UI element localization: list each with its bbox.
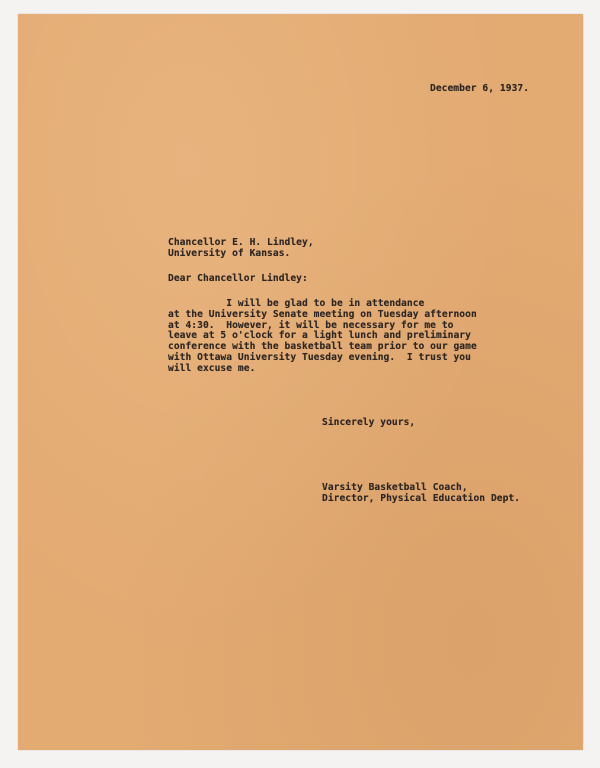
letter-page xyxy=(18,14,583,750)
body-line: conference with the basketball team prior to our game xyxy=(168,341,477,353)
letter-date: December 6, 1937. xyxy=(430,83,530,94)
salutation: Dear Chancellor Lindley: xyxy=(168,273,308,284)
recipient-line: University of Kansas. xyxy=(168,247,291,259)
recipient-address xyxy=(168,238,314,259)
signature-line: Varsity Basketball Coach, xyxy=(322,482,468,493)
letter-body xyxy=(168,299,477,375)
signature-line: Director, Physical Education Dept. xyxy=(322,492,521,504)
body-line: leave at 5 o'clock for a light lunch and preliminary xyxy=(168,330,471,342)
closing: Sincerely yours, xyxy=(322,417,416,428)
signature-block xyxy=(322,483,520,504)
body-line: with Ottawa University Tuesday evening. I trust you xyxy=(168,352,471,364)
recipient-line: Chancellor E. H. Lindley, xyxy=(168,237,314,248)
body-line: will excuse me. xyxy=(168,362,256,374)
body-line: at 4:30. However, it will be necessary for me to xyxy=(168,319,454,331)
body-line: I will be glad to be in attendance xyxy=(168,298,425,309)
body-line: at the University Senate meeting on Tuesday afternoon xyxy=(168,308,477,320)
